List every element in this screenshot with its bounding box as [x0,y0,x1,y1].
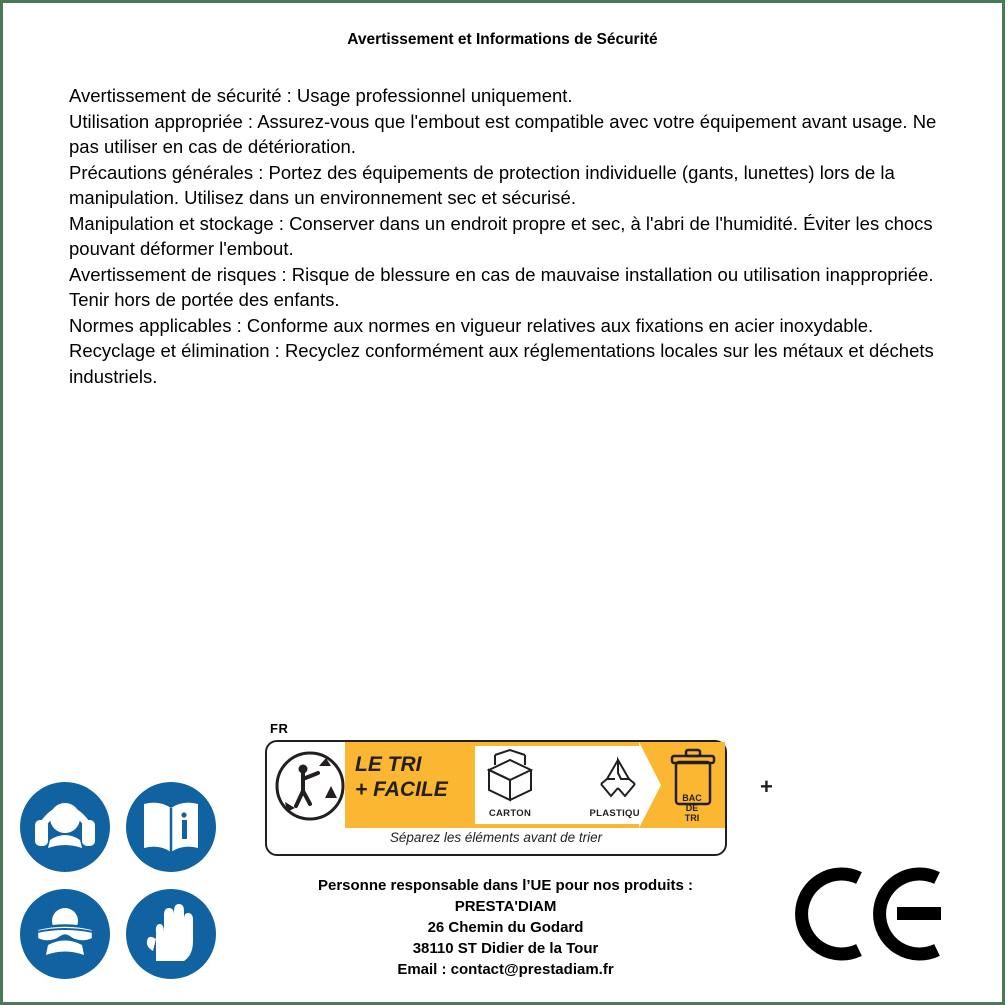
country-code-label: FR [270,721,289,736]
material-label: PLASTIQUE [589,808,647,819]
safety-paragraph: Avertissement de sécurité : Usage professionnel uniquement. [69,85,573,106]
ce-marking-icon [797,864,947,964]
triman-icon [273,746,347,826]
safety-paragraph: Manipulation et stockage : Conserver dans un endroit propre et sec, à l'abri de l'humidité. Éviter les chocs pouvant déformer l'embout. [69,212,933,259]
page-title: Avertissement et Informations de Sécurité [347,31,658,48]
safety-paragraph: Utilisation appropriée : Assurez-vous que l'embout est compatible avec votre équipement avant usage. Ne pas utiliser en cas de détérioration. [69,110,937,157]
responsible-address-1: 26 Chemin du Godard [427,919,584,936]
bin-icon-group [663,748,721,823]
recycling-label-box [265,740,773,856]
responsible-heading: Personne responsable dans l’UE pour nos produits : [317,877,694,894]
recycling-label [265,721,773,856]
read-instructions-icon [126,782,216,872]
slogan-line-1: LE TRI [355,753,422,776]
responsible-company: PRESTA'DIAM [454,898,557,915]
safety-paragraph: Normes applicables : Conforme aux normes en vigueur relatives aux fixations en acier inoxydable. [69,314,874,336]
carton-box-icon [479,752,541,802]
bin-line-3: TRI [684,813,700,823]
safety-paragraph: Recyclage et élimination : Recyclez conformément aux réglementations locales sur les métaux et déchets industriels. [69,340,934,387]
plus-sign: + [760,774,773,799]
safety-paragraph: Avertissement de risques : Risque de blessure en cas de mauvaise installation ou utilisation inappropriée. Tenir hors de portée des enfants. [69,263,934,310]
recycling-slogan [355,752,473,802]
slogan-line-2: + FACILE [355,778,448,801]
recycling-footer-text: Séparez les éléments avant de trier [389,830,603,845]
arrow-tip [639,742,661,828]
bin-line-1: BAC [682,793,702,803]
material-carton [479,752,541,819]
material-label: CARTON [488,808,532,819]
safety-paragraph: Précautions générales : Portez des équipements de protection individuelle (gants, lunettes) lors de la manipulation. Utilisez dans un environnement sec et sécurisé. [69,161,895,208]
bin-line-2: DE [685,803,699,813]
responsible-address-2: 38110 ST Didier de la Tour [412,940,599,957]
ear-protection-icon [20,782,110,872]
safety-information-text [69,83,951,389]
responsible-email: Email : contact@prestadiam.fr [397,961,614,978]
